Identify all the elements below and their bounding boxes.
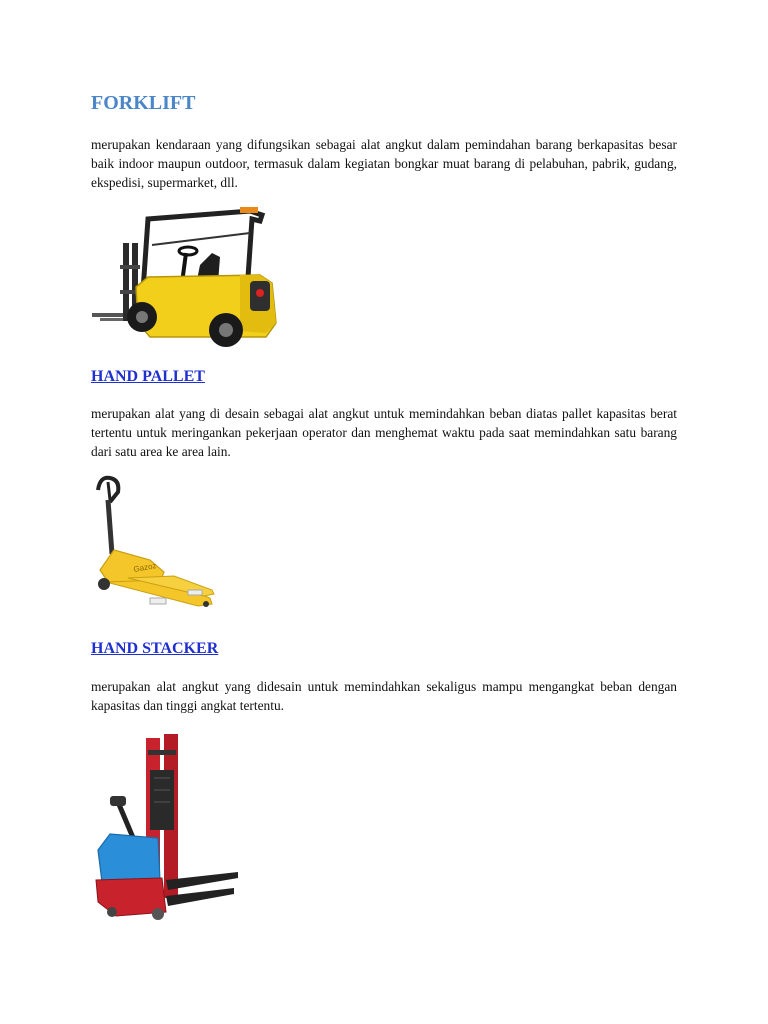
hand-pallet-image bbox=[88, 472, 218, 622]
forklift-image bbox=[90, 205, 280, 350]
hand-pallet-heading[interactable]: HAND PALLET bbox=[91, 368, 205, 385]
hand-stacker-heading[interactable]: HAND STACKER bbox=[91, 640, 219, 657]
svg-text:Gazoz: Gazoz bbox=[132, 561, 158, 574]
hand-stacker-image bbox=[88, 730, 243, 925]
hand-pallet-description: merupakan alat yang di desain sebagai alat angkut untuk memindahkan beban diatas pallet kapasitas berat tertentu untuk meringankan pekerjaan operator dan menghemat waktu pada saat memindahkan satu barang dari satu area ke area lain. bbox=[91, 406, 677, 459]
forklift-description: merupakan kendaraan yang difungsikan sebagai alat angkut dalam pemindahan barang berkapasitas besar baik indoor maupun outdoor, termasuk dalam kegiatan bongkar muat barang di pelabuhan, pabrik, gudang, ekspedisi, supermarket, dll. bbox=[91, 137, 677, 190]
forklift-heading: FORKLIFT bbox=[91, 92, 196, 114]
hand-stacker-description: merupakan alat angkut yang didesain untuk memindahkan sekaligus mampu mengangkat beban dengan kapasitas dan tinggi angkat tertentu. bbox=[91, 679, 677, 713]
